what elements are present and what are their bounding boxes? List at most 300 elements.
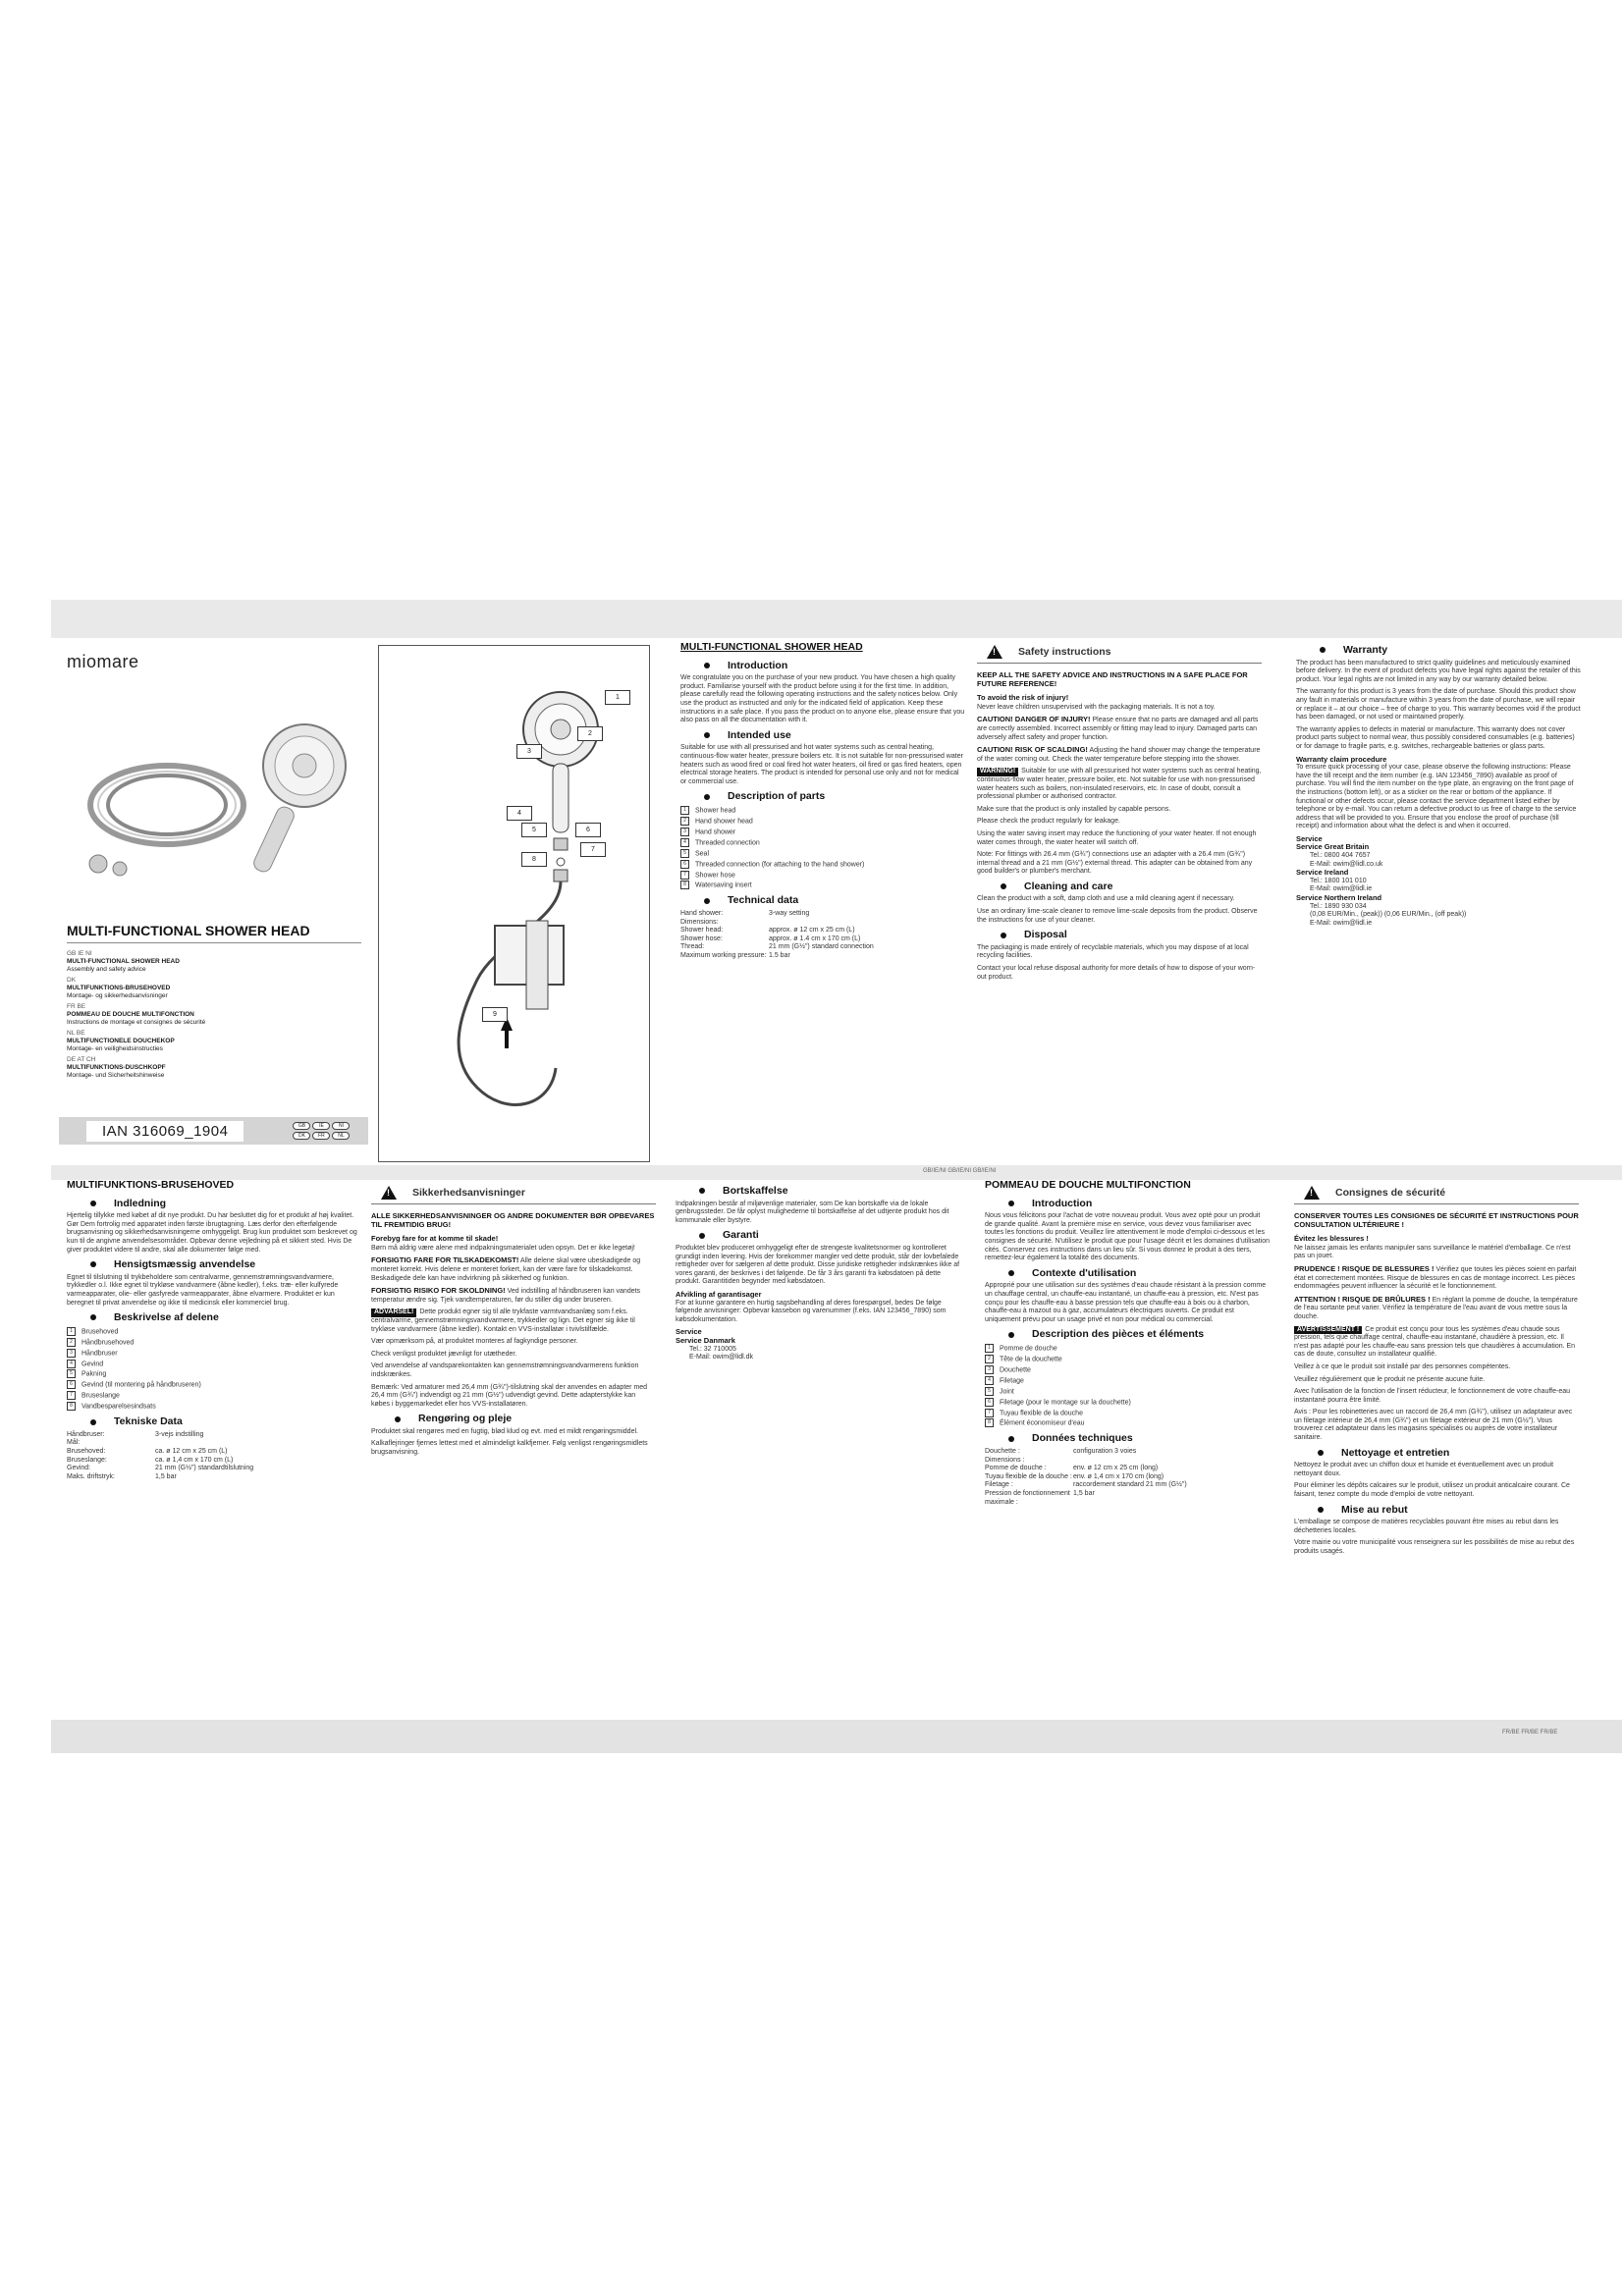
sub-heading: CAUTION! DANGER OF INJURY! xyxy=(977,715,1091,724)
service-line: (0,08 EUR/Min., (peak)) (0,06 EUR/Min., (off peak)) xyxy=(1310,911,1467,919)
callout-label: 2 xyxy=(577,726,603,741)
dk-bullet: Check venligst produktet jævnligt for utætheder. xyxy=(371,1350,517,1358)
part-item xyxy=(67,1327,361,1337)
cover-lang-item xyxy=(67,977,361,1000)
callout-label: 4 xyxy=(507,806,532,821)
dk-service-heading: Service xyxy=(676,1327,702,1337)
dk-bullet: Vær opmærksom på, at produktet monteres af fagkyndige personer. xyxy=(371,1338,578,1346)
part-label: Joint xyxy=(1000,1388,1014,1395)
fr-intro-heading xyxy=(985,1197,1270,1209)
bullet-icon xyxy=(90,1419,96,1425)
tech-row xyxy=(985,1490,1270,1507)
warning-label: AVERTISSEMENT ! xyxy=(1294,1326,1362,1335)
part-label: Filetage (pour le montage sur la douchette) xyxy=(1000,1398,1131,1406)
part-item xyxy=(67,1360,361,1369)
service-line: E-Mail: owim@lidl.co.uk xyxy=(1310,860,1383,868)
body-text: Please ensure that no parts are damaged and all parts are correctly assembled. Incorrect assembly or fitting may lead to injury. Damaged parts can adversely affect safety and proper function. xyxy=(977,717,1259,741)
care-item: Clean the product with a soft, damp cloth and use a mild cleaning agent if necessary. xyxy=(977,895,1235,903)
part-item xyxy=(67,1391,361,1401)
en-introduction-text: We congratulate you on the purchase of your new product. You have chosen a high quality product. Familiarise yourself with the product before using it for the first time. In addition, please carefully read the following operating instructions and the safety notices below. Only use the product as instructed and only for the indicated field of application. Keep these instructions in a safe place. If you pass the product on to anyone else, please ensure that you also pass on all the documentation with it. xyxy=(680,674,965,724)
service-line: Tel.: 0800 404 7657 xyxy=(1310,852,1371,860)
part-number: 6 xyxy=(985,1398,994,1407)
flag-badge: NL xyxy=(332,1132,350,1140)
part-item xyxy=(985,1344,1270,1354)
care-heading xyxy=(977,882,1262,891)
body-text: Vérifiez que toutes les pièces soient en parfait état et correctement montées. Risque de blessures en cas de montage incorrect. Les pièces endommagées peuvent influencer la sécurité et le fonctionnement. xyxy=(1294,1265,1577,1291)
lang-codes: NL BE xyxy=(67,1030,85,1037)
service-heading: Service xyxy=(1296,833,1323,843)
bullet-icon xyxy=(1008,1270,1014,1276)
part-number: 8 xyxy=(985,1418,994,1427)
tech-row xyxy=(67,1448,361,1457)
tech-row xyxy=(985,1457,1270,1466)
ian-bar xyxy=(59,1117,368,1145)
sub-heading: To avoid the risk of injury! xyxy=(977,693,1069,703)
lang-sub: Instructions de montage et consignes de sécurité xyxy=(67,1019,206,1026)
callout-label: 8 xyxy=(521,852,547,867)
bullet-icon xyxy=(1318,1507,1324,1513)
part-item xyxy=(67,1380,361,1390)
tech-row xyxy=(680,943,965,952)
part-item xyxy=(985,1398,1270,1408)
tech-key: Mål: xyxy=(67,1439,81,1447)
en-intended-text: Suitable for use with all pressurised and hot water systems such as central heating, continuous-flow water heater, pressure boilers etc. It is not suitable for non-pressurised water heaters such as wood fired or coal fired hot water heaters, oil fired or gas fired heaters, open electrical storage heaters. The product is intended for personal use only and not for medical or commercial use. xyxy=(680,744,963,785)
bullet-icon xyxy=(395,1416,401,1422)
dk-column-1 xyxy=(67,1181,361,1481)
part-item xyxy=(67,1402,361,1412)
part-label: Vandbesparelsesindsats xyxy=(81,1403,156,1411)
warning-icon xyxy=(381,1186,397,1200)
fr-care-item: Pour éliminer les dépôts calcaires sur le produit, utilisez un produit anticalcaire courant. Ce faisant, tenez compte du mode d'emploi de votre nettoyant. xyxy=(1294,1482,1570,1499)
body-text: Alle delene skal være ubeskadigede og monteret korrekt. Hvis delene er monteret forkert, kan der være fare for tilskadekomst. Beskadigede dele kan have indvirkning på sikkerhed og funktion. xyxy=(371,1257,641,1282)
heading-text: Hensigtsmæssig anvendelse xyxy=(114,1258,256,1271)
warning-icon xyxy=(1304,1186,1320,1200)
lang-sub: Assembly and safety advice xyxy=(67,966,146,973)
heading-text: Contexte d'utilisation xyxy=(1032,1266,1137,1279)
body-text: Dette produkt egner sig til alle trykfaste varmtvandsanlæg som f.eks. centralvarme, gennemstrømningsvandvarmere, trykkedler og lign. Det egner sig ikke til trykløse vandvarmere (åbne kedler). Kontakt en VVS-installatør i tvivlstilfælde. xyxy=(371,1308,635,1333)
dk-column-2 xyxy=(371,1186,656,1462)
tech-key: Hand shower: xyxy=(680,910,724,917)
fr-care-heading xyxy=(1294,1446,1579,1459)
en-intended-heading xyxy=(680,728,965,741)
tech-value: 1,5 bar xyxy=(155,1472,177,1480)
fr-note: Avis : Pour les robinetteries avec un raccord de 26,4 mm (G¾"), utilisez un adaptateur avec un filetage intérieur de 26,4 mm (G¾") et un filetage extérieur de 21 mm (G½"). Vous trouverez cet adaptateur dans les magasins spécialisés ou auprès de votre installateur sanitaire. xyxy=(1294,1409,1573,1442)
part-number: 8 xyxy=(680,881,689,889)
en-parts-heading xyxy=(680,792,965,801)
tech-row xyxy=(67,1465,361,1473)
tech-row xyxy=(67,1457,361,1466)
tech-row xyxy=(680,952,965,961)
sub-heading: ATTENTION ! RISQUE DE BRÛLURES ! xyxy=(1294,1294,1431,1304)
safety-heading xyxy=(977,645,1262,664)
tech-row xyxy=(680,919,965,928)
part-number: 4 xyxy=(67,1360,76,1368)
tech-value: 21 mm (G½") standardtilslutning xyxy=(155,1465,254,1472)
fr-tech-table xyxy=(985,1448,1270,1507)
body-text: Ne laissez jamais les enfants manipuler sans surveillance le matériel d'emballage. Ce n'est pas un jouet. xyxy=(1294,1244,1571,1260)
part-item xyxy=(680,838,965,848)
part-item xyxy=(680,849,965,859)
heading-text: Sikkerhedsanvisninger xyxy=(412,1186,525,1199)
part-item xyxy=(985,1376,1270,1386)
sub-heading: PRUDENCE ! RISQUE DE BLESSURES ! xyxy=(1294,1263,1435,1273)
warranty-text: The product has been manufactured to strict quality guidelines and meticulously examined before delivery. In the event of product defects you have legal rights against the retailer of this product. Your legal rights are not limited in any way by our warranty detailed below. xyxy=(1296,659,1581,683)
part-label: Shower head xyxy=(695,807,736,815)
tech-row xyxy=(985,1448,1270,1457)
dk-safety-item xyxy=(371,1256,656,1283)
fr-safety-heading xyxy=(1294,1186,1579,1204)
callout-label: 7 xyxy=(580,842,606,857)
heading-text: Indledning xyxy=(114,1197,167,1209)
bullet-icon xyxy=(1008,1332,1014,1338)
tech-value: env. ø 12 cm x 25 cm (long) xyxy=(1073,1465,1159,1472)
fr-parts-list xyxy=(985,1344,1270,1429)
flag-badge: GB xyxy=(293,1122,310,1130)
part-label: Threaded connection xyxy=(695,839,760,847)
body-text: Ved indstilling af håndbruseren kan vandets temperatur ændre sig. Tjek vandtemperaturen, før du stiller dig under bruseren. xyxy=(371,1288,641,1304)
dk-tech-table xyxy=(67,1431,361,1482)
dk-tech-heading xyxy=(67,1417,361,1426)
bullet-icon xyxy=(704,794,710,800)
part-label: Hand shower head xyxy=(695,818,753,826)
body-text: Børn må aldrig være alene med indpakningsmaterialet uden opsyn. Det er ikke legetøj! xyxy=(371,1244,635,1252)
dk-warning xyxy=(371,1308,656,1334)
disposal-heading xyxy=(977,931,1262,939)
warning-icon xyxy=(987,645,1002,659)
fr-parts-heading xyxy=(985,1330,1270,1339)
sub-heading: Forebyg fare for at komme til skade! xyxy=(371,1234,499,1244)
part-number: 7 xyxy=(67,1391,76,1400)
body-text: En réglant la pomme de douche, la température de l'eau sortante peut varier. Vérifiez la température de l'eau avant de vous mettre sous la douche. xyxy=(1294,1296,1578,1320)
heading-text: Données techniques xyxy=(1032,1432,1133,1445)
dk-parts-list xyxy=(67,1327,361,1413)
fr-safety-item xyxy=(1294,1235,1579,1261)
bullet-icon xyxy=(1008,1201,1014,1206)
part-number: 6 xyxy=(67,1380,76,1389)
dk-claim-heading: Afvikling af garantisager xyxy=(676,1289,762,1299)
dk-use-heading xyxy=(67,1260,361,1269)
safety-note: Note: For fittings with 26.4 mm (G¾") connections use an adapter with a 26.4 mm (G¾") internal thread and a 21 mm (G½") external thread. This adapter can be obtained from any good builder's or plumber's merchant. xyxy=(977,851,1253,876)
lang-sub: Montage- en veiligheidsinstructies xyxy=(67,1045,163,1052)
tech-value: configuration 3 voies xyxy=(1073,1448,1137,1455)
heading-text: Consignes de sécurité xyxy=(1335,1186,1446,1199)
part-item xyxy=(680,860,965,870)
dk-safety-heading xyxy=(371,1186,656,1204)
part-item xyxy=(985,1387,1270,1397)
flag-badge: IE xyxy=(312,1122,330,1130)
fr-title: POMMEAU DE DOUCHE MULTIFONCTION xyxy=(985,1179,1191,1191)
heading-text: Intended use xyxy=(728,728,791,741)
en-introduction-heading xyxy=(680,659,965,671)
fr-safety-caps: CONSERVER TOUTES LES CONSIGNES DE SÉCURITÉ ET INSTRUCTIONS POUR CONSULTATION ULTÉRIEURE ! xyxy=(1294,1211,1579,1229)
dk-safety-item xyxy=(371,1235,656,1253)
part-number: 4 xyxy=(680,838,689,847)
cover-product-title: MULTI-FUNCTIONAL SHOWER HEAD xyxy=(67,923,310,938)
tech-key: Dimensions : xyxy=(985,1456,1025,1464)
warning-label: WARNING! xyxy=(977,768,1018,776)
tech-key: Maks. driftstryk: xyxy=(67,1472,116,1480)
part-item xyxy=(985,1409,1270,1418)
part-label: Pomme de douche xyxy=(1000,1345,1057,1353)
sub-heading: CAUTION! RISK OF SCALDING! xyxy=(977,745,1088,755)
safety-caution-injury xyxy=(977,716,1262,742)
heading-text: Bortskaffelse xyxy=(723,1185,788,1197)
sub-heading: FORSIGTIG FARE FOR TILSKADEKOMST! xyxy=(371,1255,519,1265)
part-number: 8 xyxy=(67,1402,76,1411)
dk-safety-item xyxy=(371,1287,656,1305)
part-label: Gevind xyxy=(81,1360,104,1367)
dk-intro-heading xyxy=(67,1197,361,1209)
service-line: E-Mail: owim@lidl.ie xyxy=(1310,885,1373,893)
cover-lang-item xyxy=(67,1003,361,1027)
heading-text: Garanti xyxy=(723,1229,759,1242)
warranty-text: The warranty applies to defects in material or manufacture. This warranty does not cover product parts subject to normal wear, thus possibly considered consumables (e.g. batteries) or for damage to fragile parts, e.g. switches, rechargeable batteries or glass parts. xyxy=(1296,725,1575,750)
part-number: 1 xyxy=(985,1344,994,1353)
fr-disposal-text: Votre mairie ou votre municipalité vous renseignera sur les possibilités de mise au rebut des produits usagés. xyxy=(1294,1539,1575,1555)
callout-label: 3 xyxy=(516,744,542,759)
tech-value: 3-vejs indstilling xyxy=(155,1430,204,1438)
fr-bullet: Veillez à ce que le produit soit installé par des personnes compétentes. xyxy=(1294,1362,1511,1370)
lang-name: MULTI-FUNCTIONAL SHOWER HEAD xyxy=(67,958,180,965)
heading-text: Safety instructions xyxy=(1018,645,1111,658)
tech-key: Maximum working pressure: xyxy=(680,951,767,959)
dk-care-item: Kalkaflejringer fjernes lettest med et almindeligt kalkfjerner. Følg venligst rengøringsmidlets brugsanvisning. xyxy=(371,1440,648,1457)
dk-disposal-text: Indpakningen består af miljøvenlige materialer, som De kan bortskaffe via de lokale genbrugssteder. De får oplyst mulighederne til bortskaffelse af det udtjente produkt hos dit kommunale eller bystyre. xyxy=(676,1200,949,1224)
part-item xyxy=(680,828,965,837)
bullet-icon xyxy=(1001,883,1006,889)
en-tech-table xyxy=(680,910,965,961)
heading-text: Cleaning and care xyxy=(1024,880,1113,892)
warranty-claim-text: To ensure quick processing of your case, please observe the following instructions: Please have the till receipt and the item number (e.g. IAN 123456_7890) available as proof of purchase. You will find the item number on the type plate, an engraving on the front page of the instructions (bottom left), or as a sticker on the rear or bottom of the appliance. If functional or other defects occur, please contact the service department listed either by telephone or by e-mail. You can return a defective product to us free of charge to the service address that will be provided to you. Ensure that you enclose the proof of purchase (till receipt) and information about what the defect is and when it occurred. xyxy=(1296,764,1577,830)
lang-sub: Montage- og sikkerhedsanvisninger xyxy=(67,992,168,999)
dk-bullet: Ved anvendelse af vandsparekontakten kan gennemstrømningsvandvarmerens funktion indskrænkes. xyxy=(371,1362,639,1378)
lang-codes: DE AT CH xyxy=(67,1056,96,1063)
cover-lang-item xyxy=(67,950,361,974)
dk-note: Bemærk: Ved armaturer med 26,4 mm (G¾")-tilslutning skal der anvendes en adapter med 26,4 mm (G¾") indvendigt og 21 mm (G½") udvendigt gevind. Dette adapterstykke kan købes i byggemarkedet eller hos VVS-installatøren. xyxy=(371,1383,648,1408)
part-label: Hand shower xyxy=(695,828,736,836)
heading-text: Disposal xyxy=(1024,929,1067,941)
part-item xyxy=(67,1349,361,1359)
heading-text: Introduction xyxy=(1032,1197,1093,1209)
part-label: Pakning xyxy=(81,1370,107,1378)
lang-codes: FR BE xyxy=(67,1003,86,1010)
lang-codes: DK xyxy=(67,977,77,984)
warranty-column xyxy=(1296,640,1581,928)
care-item: Use an ordinary lime-scale cleaner to remove lime-scale deposits from the product. Observe the instructions for use of your cleaner. xyxy=(977,908,1258,924)
part-number: 2 xyxy=(67,1338,76,1347)
safety-warning xyxy=(977,768,1262,801)
part-number: 1 xyxy=(680,806,689,815)
heading-text: Nettoyage et entretien xyxy=(1341,1446,1450,1459)
callout-label: 1 xyxy=(605,690,630,705)
dk-title: MULTIFUNKTIONS-BRUSEHOVED xyxy=(67,1179,235,1191)
tech-key: Shower head: xyxy=(680,927,724,934)
callout-label: 5 xyxy=(521,823,547,837)
part-item xyxy=(680,881,965,890)
part-number: 5 xyxy=(680,849,689,858)
body-text: Ce produit est conçu pour tous les systèmes d'eau chaude sous pression, tels que chauffage central, chauffe-eau instantané, chaudière à pression, etc. Il n'est pas adapté pour les chauffe-eau sans pression tels que chaudières à accumulation. En cas de doute, consultez un installateur qualifié. xyxy=(1294,1325,1576,1359)
cover-language-list xyxy=(67,950,361,1083)
safety-avoid xyxy=(977,694,1262,712)
en-parts-list xyxy=(680,806,965,891)
safety-bullet: Please check the product regularly for leakage. xyxy=(977,818,1120,826)
tech-key: Tuyau flexible de la douche : xyxy=(985,1472,1072,1480)
heading-text: Technical data xyxy=(728,894,799,907)
fr-bullet: Veuillez régulièrement que le produit ne présente aucune fuite. xyxy=(1294,1375,1486,1383)
service-line: Tel.: 1890 930 034 xyxy=(1310,902,1367,910)
lang-name: POMMEAU DE DOUCHE MULTIFONCTION xyxy=(67,1011,194,1018)
part-number: 3 xyxy=(680,828,689,836)
fr-disposal-heading xyxy=(1294,1503,1579,1516)
product-illustration xyxy=(59,712,368,898)
tech-key: Thread: xyxy=(680,943,705,951)
tech-key: Douchette : xyxy=(985,1448,1020,1455)
dk-parts-heading xyxy=(67,1313,361,1322)
flag-badge: FR xyxy=(312,1132,330,1140)
ian-number: IAN 316069_1904 xyxy=(86,1121,244,1142)
warranty-heading xyxy=(1296,646,1581,655)
lang-name: MULTIFUNCTIONELE DOUCHEKOP xyxy=(67,1038,175,1044)
fr-tech-heading xyxy=(985,1434,1270,1443)
dk-care-heading xyxy=(371,1415,656,1423)
dk-use-text: Egnet til tilslutning til trykbeholdere som centralvarme, gennemstrømningsvandvarmere, trykkedler o.l. Ikke egnet til trykløse vandvarmere (åbne kedler), f.eks. træ- eller kulfyrede varmeapparater, olie- eller gasfyrede varmeapparater, åbne elvarmere. Produktet er kun beregnet til privat anvendelse og ikke til medicinsk eller kommerciel brug. xyxy=(67,1273,339,1307)
tech-value: raccordement standard 21 mm (G½") xyxy=(1073,1481,1187,1489)
part-item xyxy=(67,1369,361,1379)
en-title: MULTI-FUNCTIONAL SHOWER HEAD xyxy=(680,641,863,653)
flag-badge: DK xyxy=(293,1132,310,1140)
heading-text: Introduction xyxy=(728,659,788,671)
bullet-icon xyxy=(704,732,710,738)
part-number: 1 xyxy=(67,1327,76,1336)
tech-row xyxy=(680,927,965,935)
heading-text: Rengøring og pleje xyxy=(418,1413,513,1425)
part-label: Bruseslange xyxy=(81,1392,120,1400)
body-text: Adjusting the hand shower may change the temperature of the water coming out. Check the water temperature before stepping into the shower. xyxy=(977,747,1261,763)
flag-grid xyxy=(293,1122,350,1140)
part-label: Tête de la douchette xyxy=(1000,1356,1062,1363)
dk-intro-text: Hjertelig tillykke med købet af dit nye produkt. Du har besluttet dig for et produkt af høj kvalitet. Gør Dem fortrolig med apparatet inden første ibrugtagning. Læs derfor den efterfølgende brugsanvisning og sikkerhedsanvisningerne omhyggeligt. Brug kun produktet som beskrevet og kun til de angivne anvendelsesområder. Opbevar denne vejledning på et sikkert sted. Hvis De giver produktet videre til andre, skal alle dokumenter følge med. xyxy=(67,1212,357,1254)
safety-caution-scald xyxy=(977,746,1262,764)
tech-value: approx. ø 1.4 cm x 170 cm (L) xyxy=(769,934,861,942)
bullet-icon xyxy=(1008,1436,1014,1442)
tech-row xyxy=(67,1431,361,1440)
dk-column-3 xyxy=(676,1181,960,1362)
bottom-footer: FR/BE FR/BE FR/BE xyxy=(1502,1730,1558,1735)
part-number: 7 xyxy=(985,1409,994,1417)
part-label: Tuyau flexible de la douche xyxy=(1000,1409,1083,1416)
dk-warranty-heading xyxy=(676,1231,960,1240)
service-line: Tel.: 32 710005 xyxy=(689,1345,736,1353)
safety-bullet: Make sure that the product is only installed by capable persons. xyxy=(977,805,1171,813)
lang-name: MULTIFUNKTIONS-BRUSEHOVED xyxy=(67,985,171,991)
bullet-icon xyxy=(90,1201,96,1206)
en-tech-heading xyxy=(680,896,965,905)
callout-label: 6 xyxy=(575,823,601,837)
fr-bullet: Avec l'utilisation de la fonction de l'insert réducteur, le fonctionnement de votre chauffe-eau instantané pourra être limité. xyxy=(1294,1388,1571,1404)
part-number: 2 xyxy=(985,1355,994,1363)
tech-value: ca. ø 1,4 cm x 170 cm (L) xyxy=(155,1456,234,1464)
bullet-icon xyxy=(1318,1450,1324,1456)
service-line: E-Mail: owim@lidl.dk xyxy=(689,1354,754,1362)
tech-value: 21 mm (G½") standard connection xyxy=(769,943,874,951)
tech-key: Pomme de douche : xyxy=(985,1465,1047,1472)
cover-panel xyxy=(59,638,368,1165)
tech-row xyxy=(67,1439,361,1448)
tech-row xyxy=(985,1481,1270,1490)
fr-safety-item xyxy=(1294,1296,1579,1322)
bullet-icon xyxy=(704,898,710,904)
heading-text: Description des pièces et éléments xyxy=(1032,1328,1205,1341)
part-number: 5 xyxy=(67,1369,76,1378)
tech-key: Shower hose: xyxy=(680,934,723,942)
sub-heading: FORSIGTIG RISIKO FOR SKOLDNING! xyxy=(371,1286,506,1296)
bullet-icon xyxy=(1320,647,1326,653)
bullet-icon xyxy=(1001,933,1006,938)
dk-service-dk-heading: Service Danmark xyxy=(676,1335,735,1345)
fr-use-heading xyxy=(985,1266,1270,1279)
part-label: Watersaving insert xyxy=(695,881,752,889)
tech-value: ca. ø 12 cm x 25 cm (L) xyxy=(155,1448,228,1455)
body-text: Suitable for use with all pressurised hot water systems such as central heating, continuous-flow water heater, pressure boiler, etc. Not suitable for use with non-pressurised water heaters such as boilers, non-insulated reservoirs, etc. In case of doubt, consult a professional plumber or authorised contractor. xyxy=(977,768,1262,801)
dk-care-item: Produktet skal rengøres med en fugtig, blød klud og evt. med et mildt rengøringsmiddel. xyxy=(371,1427,638,1435)
part-item xyxy=(67,1338,361,1348)
part-number: 6 xyxy=(680,860,689,869)
warranty-claim-heading: Warranty claim procedure xyxy=(1296,754,1387,764)
part-label: Håndbrusehoved xyxy=(81,1339,135,1346)
cover-lang-item xyxy=(67,1030,361,1053)
dk-safety-caps: ALLE SIKKERHEDSANVISNINGER OG ANDRE DOKUMENTER BØR OPBEVARES TIL FREMTIDIG BRUG! xyxy=(371,1211,655,1229)
dk-disposal-heading xyxy=(676,1187,960,1196)
safety-column xyxy=(977,645,1262,986)
part-label: Élément économiseur d'eau xyxy=(1000,1419,1085,1427)
disposal-text: The packaging is made entirely of recyclable materials, which you may dispose of at local recycling facilities. xyxy=(977,943,1249,960)
bullet-icon xyxy=(699,1188,705,1194)
tech-value: 1.5 bar xyxy=(769,951,790,959)
service-line: Tel.: 1800 101 010 xyxy=(1310,877,1367,884)
dk-claim-text: For at kunne garantere en hurtig sagsbehandling af deres forespørgsel, bedes De følge følgende anvisninger: Opbevar kassebon og varenummer (f.eks. IAN 123456_7890) som købsdokumentation. xyxy=(676,1299,947,1323)
fr-column-1 xyxy=(985,1181,1270,1507)
fr-use-text: Approprié pour une utilisation sur des systèmes d'eau chaude résistant à la pression comme un chauffage central, un chauffe-eau instantané, un chauffe-eau à pression, etc. N'est pas conçu pour les chauffe-eau à basse pression tels que chauffe-eau à bois ou à charbon, chauffe-eau à mazout ou à gaz, accumulateurs électriques ouverts. Ce produit est uniquement prévu pour un usage privé et non pour médical ou commercial. xyxy=(985,1282,1267,1323)
cover-divider xyxy=(67,942,361,943)
service-gb-heading: Service Great Britain xyxy=(1296,842,1370,852)
tech-value: approx. ø 12 cm x 25 cm (L) xyxy=(769,927,855,934)
part-label: Gevind (til montering på håndbruseren) xyxy=(81,1381,201,1389)
part-label: Filetage xyxy=(1000,1377,1024,1385)
tech-row xyxy=(67,1473,361,1482)
safety-keep: KEEP ALL THE SAFETY ADVICE AND INSTRUCTIONS IN A SAFE PLACE FOR FUTURE REFERENCE! xyxy=(977,670,1248,688)
part-label: Seal xyxy=(695,850,710,857)
heading-text: Beskrivelse af delene xyxy=(114,1311,219,1324)
bullet-icon xyxy=(90,1261,96,1267)
bullet-icon xyxy=(90,1314,96,1320)
fr-safety-item xyxy=(1294,1265,1579,1292)
tech-row xyxy=(680,910,965,919)
sub-heading: Évitez les blessures ! xyxy=(1294,1234,1369,1244)
cover-lang-item xyxy=(67,1056,361,1080)
heading-text: Description of parts xyxy=(728,790,826,803)
tech-key: Bruseslange: xyxy=(67,1456,107,1464)
part-number: 7 xyxy=(680,871,689,880)
flag-badge: NI xyxy=(332,1122,350,1130)
part-label: Håndbruser xyxy=(81,1349,118,1357)
service-line: E-Mail: owim@lidl.ie xyxy=(1310,919,1373,927)
heading-text: Tekniske Data xyxy=(114,1415,183,1428)
tech-key: Håndbruser: xyxy=(67,1430,105,1438)
callout-label: 9 xyxy=(482,1007,508,1022)
body-text: Never leave children unsupervised with the packaging materials. It is not a toy. xyxy=(977,703,1216,711)
heading-text: Mise au rebut xyxy=(1341,1503,1408,1516)
tech-key: Gevind: xyxy=(67,1465,91,1472)
